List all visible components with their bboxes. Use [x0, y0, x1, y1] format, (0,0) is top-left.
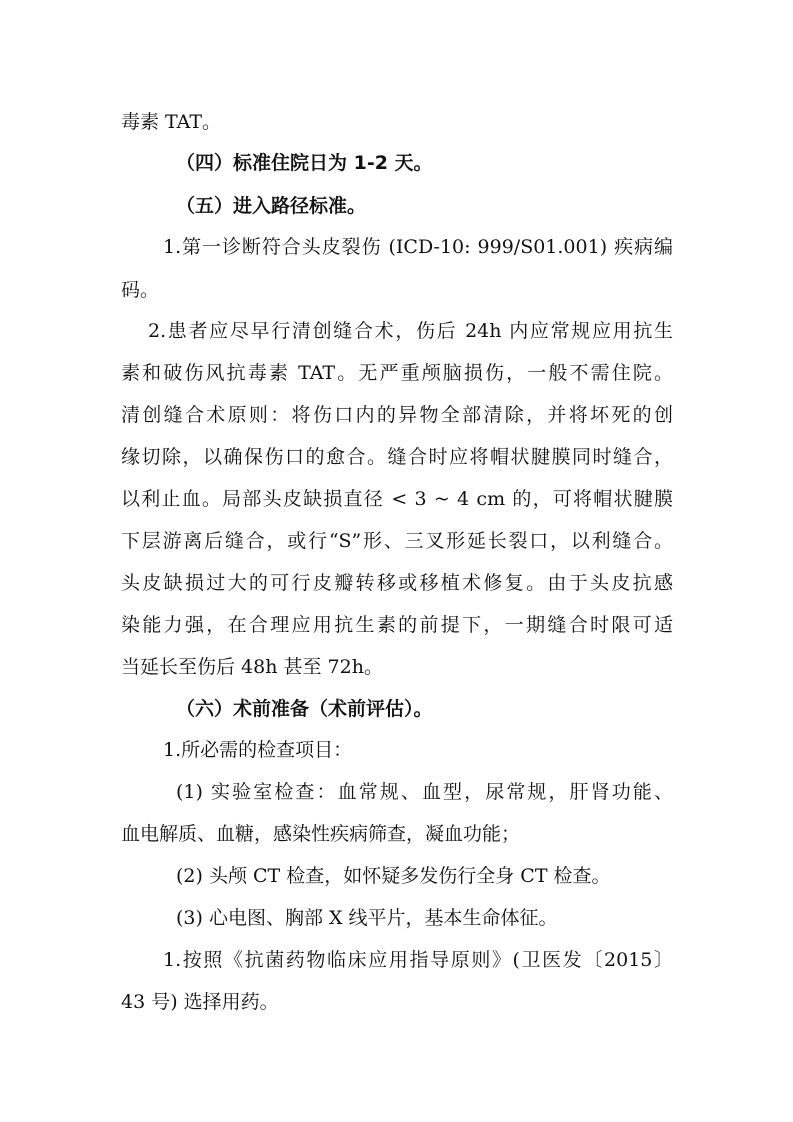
paragraph-line: 毒素 TAT。: [121, 111, 222, 133]
paragraph-line: 当延长至伤后 48h 甚至 72h。: [121, 656, 383, 678]
paragraph-line: 头皮缺损过大的可行皮瓣转移或移植术修复。由于头皮抗感: [121, 572, 673, 594]
paragraph-line: 素和破伤风抗毒素 TAT。无严重颅脑损伤，一般不需住院。: [121, 362, 673, 384]
list-item: (1) 实验室检查：血常规、血型，尿常规，肝肾功能、: [176, 781, 673, 803]
section-heading-4: （四）标准住院日为 1-2 天。: [176, 152, 433, 174]
paragraph-line: 码。: [121, 279, 160, 301]
paragraph-line: 1.按照《抗菌药物临床应用指导原则》(卫医发〔2015〕: [163, 949, 673, 971]
paragraph-line: 1.第一诊断符合头皮裂伤 (ICD-10: 999/S01.001) 疾病编: [163, 236, 673, 258]
paragraph-line: 下层游离后缝合，或行“S”形、三叉形延长裂口，以利缝合。: [121, 530, 673, 552]
section-heading-5: （五）进入路径标准。: [176, 195, 367, 217]
paragraph-line: 清创缝合术原则：将伤口内的异物全部清除，并将坏死的创: [121, 404, 673, 426]
paragraph-line: 染能力强，在合理应用抗生素的前提下，一期缝合时限可适: [121, 614, 673, 636]
paragraph-line: 43 号) 选择用药。: [121, 991, 279, 1013]
paragraph-line: 以利止血。局部头皮缺损直径 < 3 ~ 4 cm 的，可将帽状腱膜: [121, 488, 673, 510]
paragraph-line: 2.患者应尽早行清创缝合术，伤后 24h 内应常规应用抗生: [148, 320, 673, 342]
paragraph-line: 缘切除，以确保伤口的愈合。缝合时应将帽状腱膜同时缝合，: [121, 446, 673, 468]
paragraph-line: 1.所必需的检查项目：: [163, 739, 353, 761]
section-heading-6: （六）术前准备（术前评估）。: [176, 698, 433, 720]
list-item: (2) 头颅 CT 检查，如怀疑多发伤行全身 CT 检查。: [176, 865, 611, 887]
paragraph-line: 血电解质、血糖，感染性疾病筛查，凝血功能；: [121, 823, 521, 845]
list-item: (3) 心电图、胸部 X 线平片，基本生命体征。: [176, 907, 558, 929]
